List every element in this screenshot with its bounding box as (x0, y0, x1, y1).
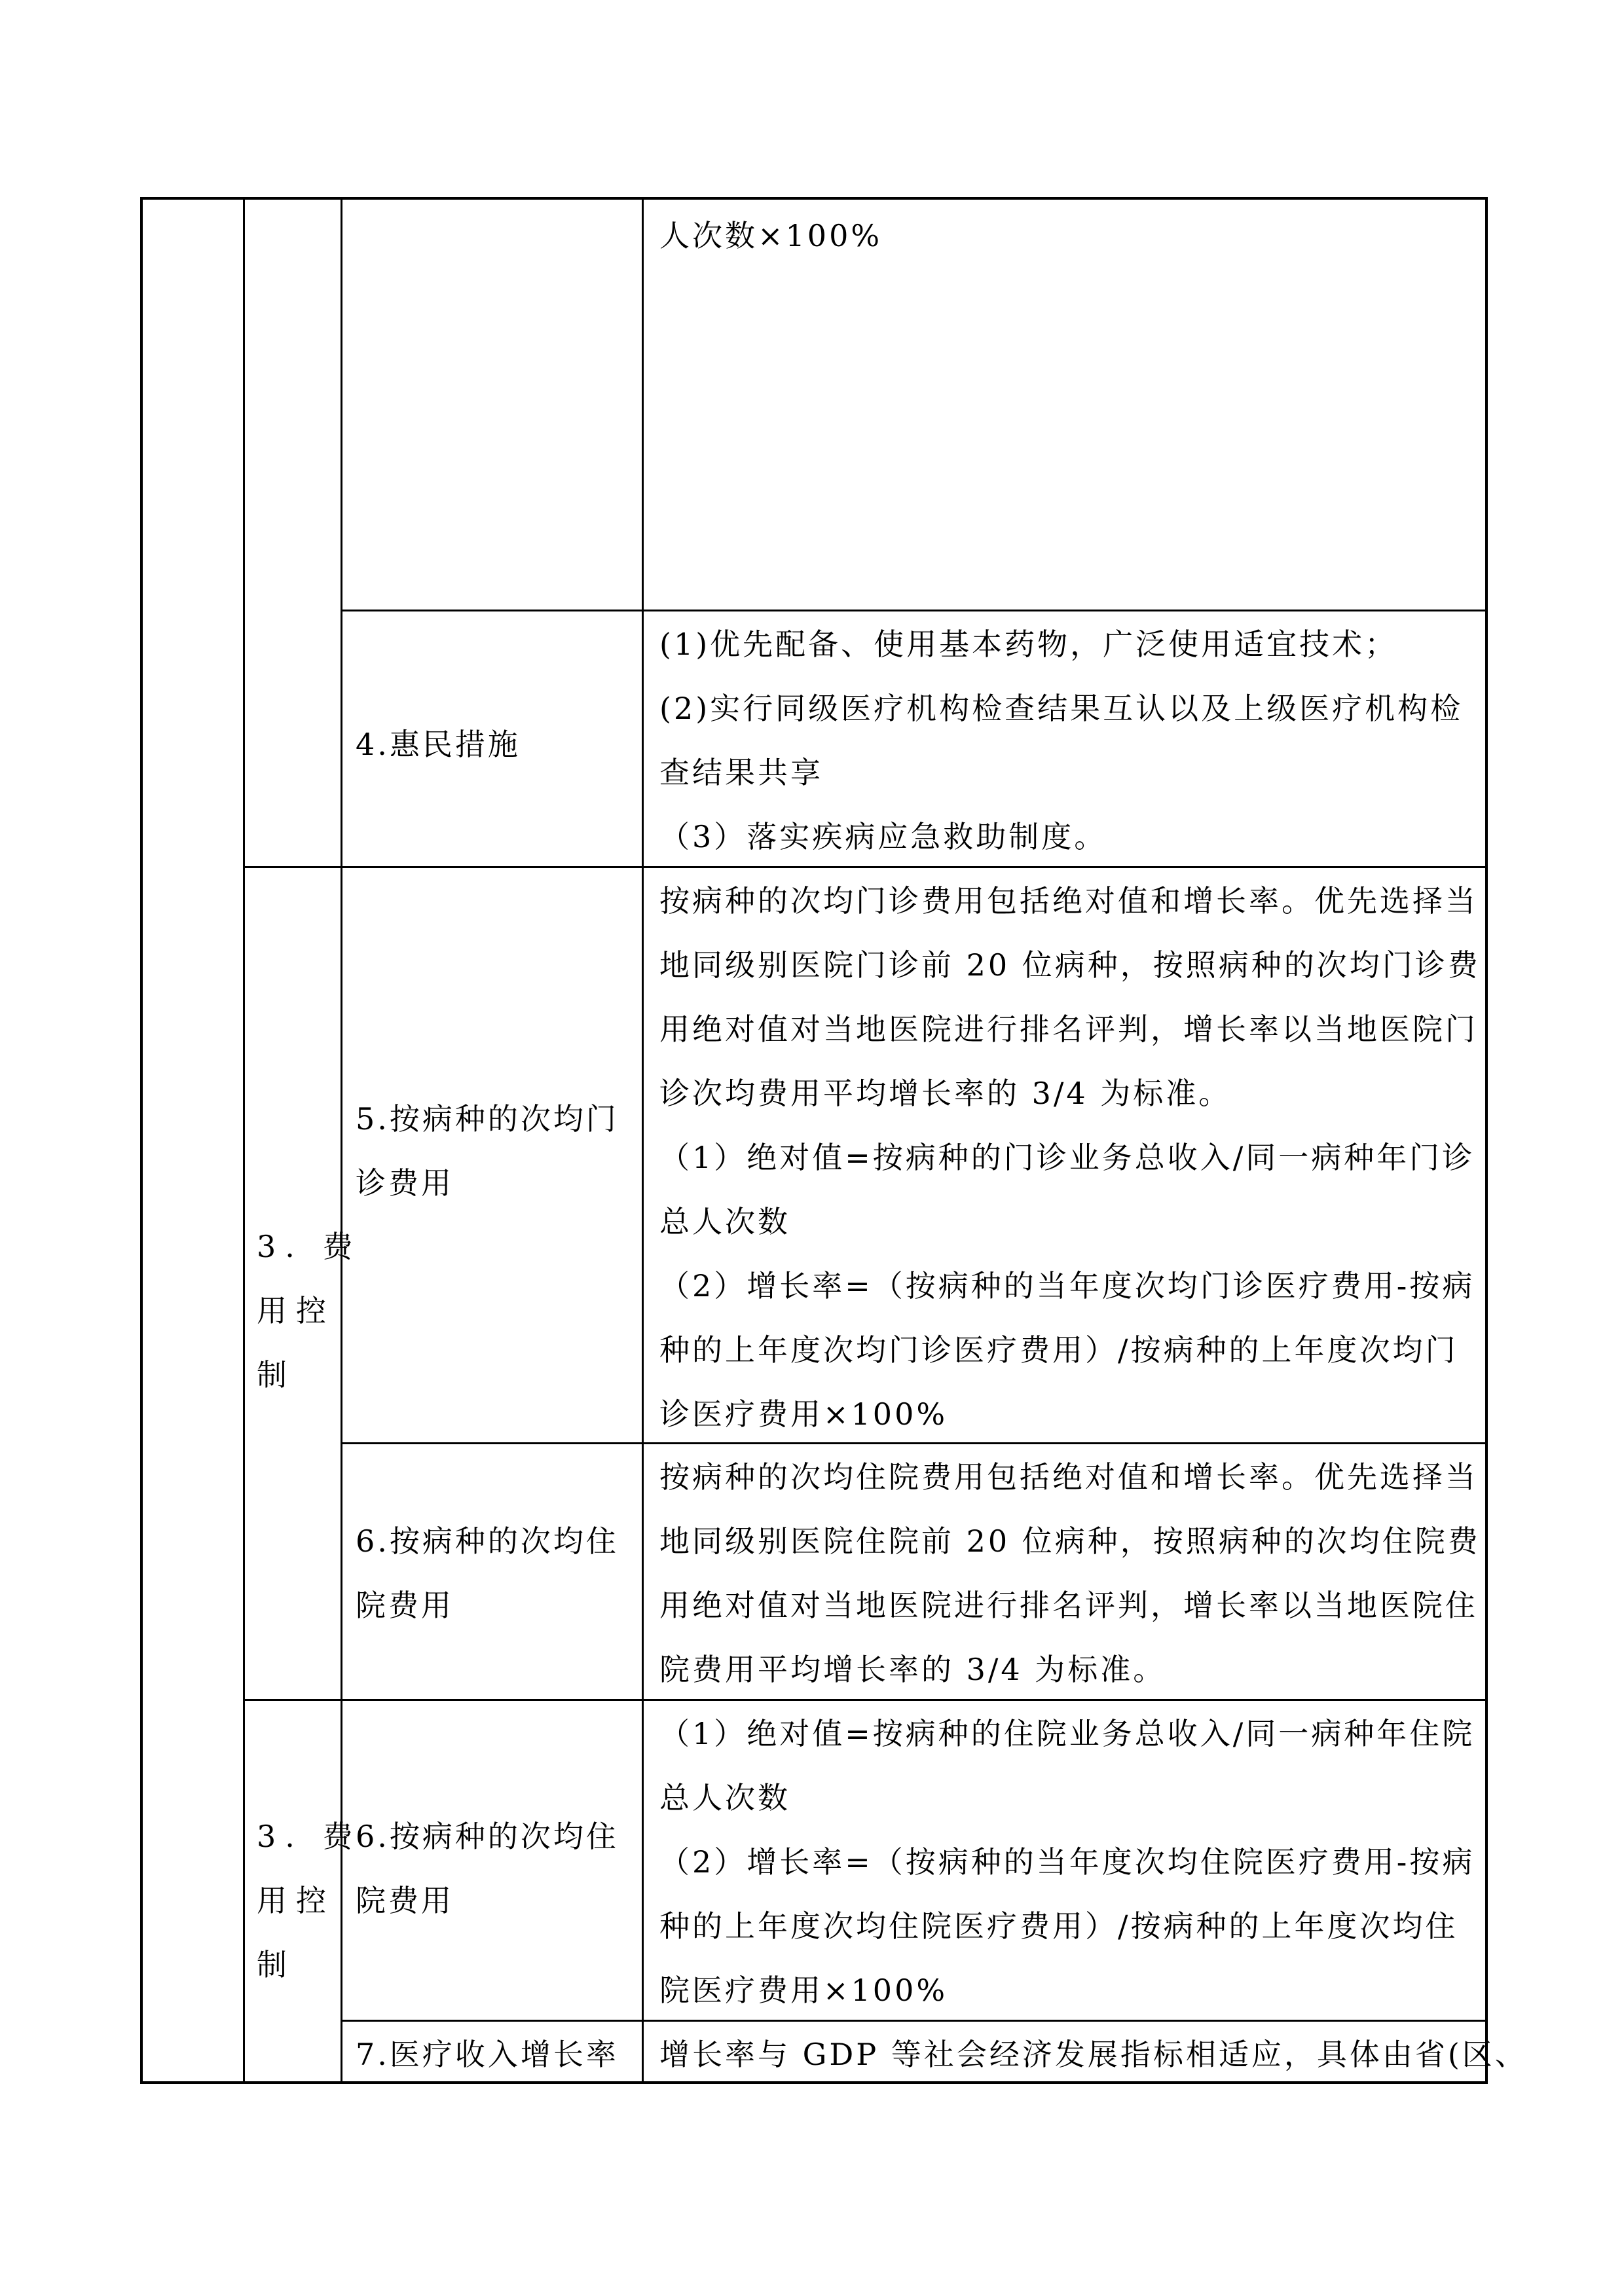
description-line: 用绝对值对当地医院进行排名评判，增长率以当地医院住 (659, 1588, 1478, 1623)
indicator-line: 院费用 (356, 1588, 454, 1623)
indicator-line: 院费用 (356, 1883, 454, 1918)
category-line: 制 (257, 1357, 296, 1393)
description-line: 地同级别医院住院前 20 位病种，按照病种的次均住院费 (659, 1523, 1481, 1559)
description-line: （1）绝对值=按病种的门诊业务总收入/同一病种年门诊 (659, 1140, 1475, 1175)
description-line: 查结果共享 (659, 755, 823, 790)
description-line: 种的上年度次均住院医疗费用）/按病种的上年度次均住 (659, 1908, 1458, 1944)
description-line: 诊次均费用平均增长率的 3/4 为标准。 (659, 1076, 1232, 1111)
description-line: 种的上年度次均门诊医疗费用）/按病种的上年度次均门 (659, 1332, 1458, 1368)
description-line: 按病种的次均门诊费用包括绝对值和增长率。优先选择当 (659, 883, 1478, 919)
category-line: 3. 费 (257, 1819, 362, 1854)
indicator-line: 6.按病种的次均住 (356, 1523, 619, 1559)
row-divider-a (341, 610, 1488, 611)
description-line: (1)优先配备、使用基本药物，广泛使用适宜技术； (659, 627, 1398, 662)
category-line: 用控 (257, 1293, 335, 1328)
category-cell (257, 1804, 362, 1997)
description-line: (2)实行同级医疗机构检查结果互认以及上级医疗机构检 (659, 691, 1464, 726)
description-line: 总人次数 (659, 1780, 790, 1815)
indicator-cell (356, 712, 521, 776)
category-line: 制 (257, 1947, 296, 1982)
description-cell (659, 869, 1481, 1446)
indicator-line: 6.按病种的次均住 (356, 1819, 619, 1854)
description-line: （3）落实疾病应急救助制度。 (659, 819, 1107, 854)
description-cell (659, 612, 1463, 869)
indicator-line: 诊费用 (356, 1165, 454, 1201)
description-line: 院医疗费用×100% (659, 1973, 948, 2008)
description-line: （2）增长率=（按病种的当年度次均门诊医疗费用-按病 (659, 1268, 1475, 1303)
category-line: 3. 费 (257, 1229, 362, 1264)
description-line: 按病种的次均住院费用包括绝对值和增长率。优先选择当 (659, 1459, 1478, 1495)
indicator-cell (356, 1509, 619, 1637)
description-cell (659, 2022, 1528, 2086)
description-line: （2）增长率=（按病种的当年度次均住院医疗费用-按病 (659, 1844, 1475, 1880)
description-line: 人次数×100% (659, 218, 883, 253)
indicator-line: 5.按病种的次均门 (356, 1101, 619, 1137)
description-line: 用绝对值对当地医院进行排名评判，增长率以当地医院门 (659, 1011, 1478, 1047)
description-cell (659, 1445, 1481, 1702)
description-line: 总人次数 (659, 1204, 790, 1239)
description-line: 院费用平均增长率的 3/4 为标准。 (659, 1652, 1166, 1687)
column-divider-2 (341, 200, 342, 2084)
indicator-table (140, 197, 1528, 2084)
description-line: 增长率与 GDP 等社会经济发展指标相适应，具体由省(区、 (659, 2037, 1528, 2072)
description-cell (659, 1702, 1475, 2022)
indicator-label: 4.惠民措施 (356, 727, 521, 762)
category-cell (257, 1214, 362, 1407)
column-divider-3 (642, 200, 644, 2084)
section-cell-blank (143, 200, 243, 2084)
description-cell (659, 204, 882, 268)
description-line: 诊医疗费用×100% (659, 1396, 948, 1432)
indicator-cell (356, 1087, 619, 1215)
indicator-line: 7.医疗收入增长率 (356, 2037, 619, 2072)
indicator-cell (356, 2022, 619, 2086)
category-cell-blank (245, 200, 341, 866)
description-line: （1）绝对值=按病种的住院业务总收入/同一病种年住院 (659, 1716, 1475, 1751)
description-line: 地同级别医院门诊前 20 位病种，按照病种的次均门诊费 (659, 947, 1481, 983)
indicator-cell (356, 1804, 619, 1933)
category-line: 用控 (257, 1883, 335, 1918)
